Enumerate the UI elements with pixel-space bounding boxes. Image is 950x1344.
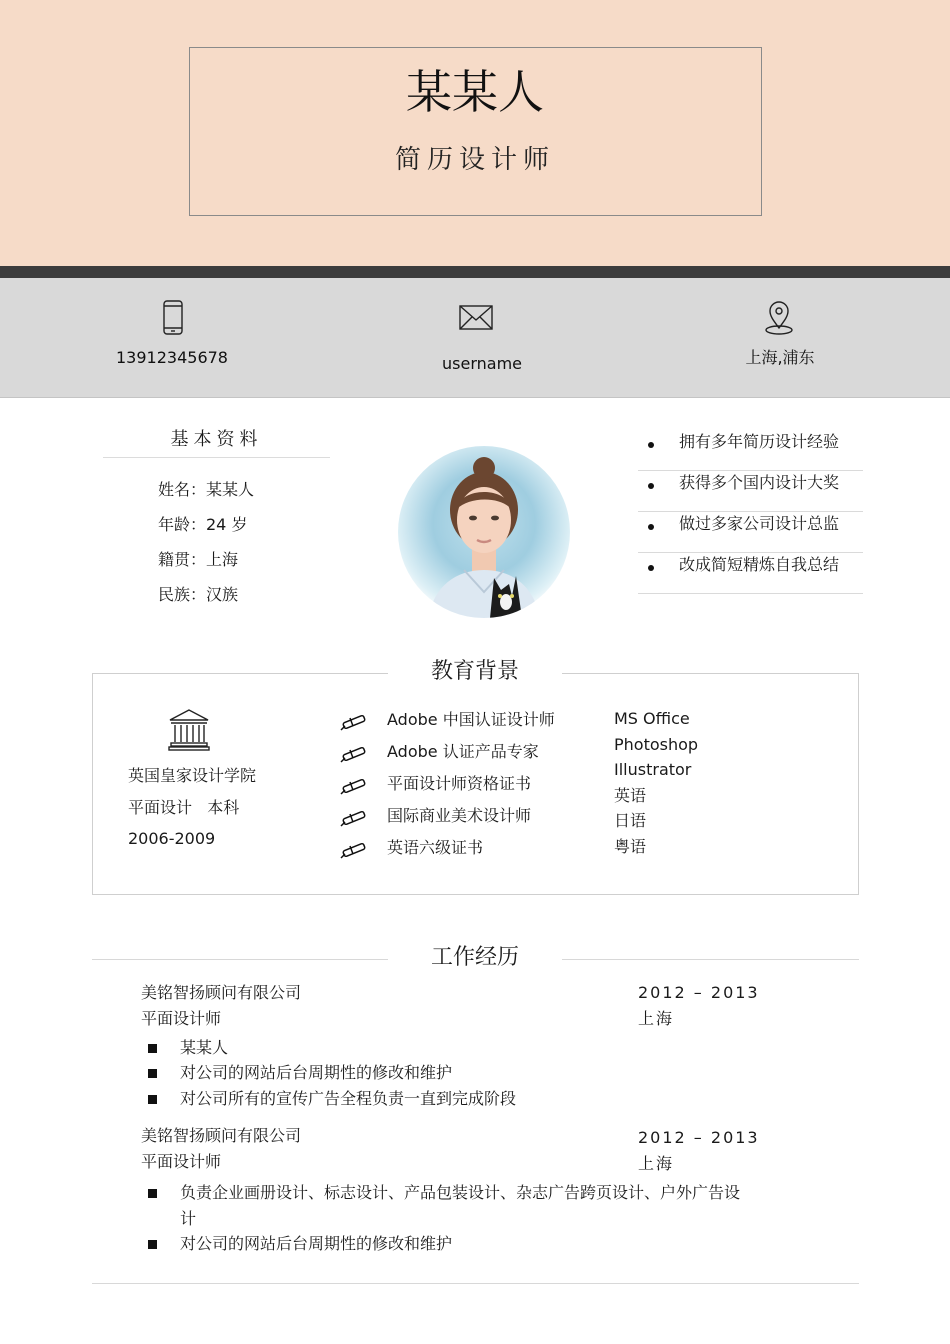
candidate-name: 某某人 [406, 65, 544, 119]
location-text: 上海,浦东 [745, 348, 815, 367]
bullet-square [148, 1069, 157, 1078]
bullet-square [148, 1095, 157, 1104]
job-duty: 对公司的网站后台周期性的修改和维护 [180, 1063, 453, 1082]
education-title: 教育背景 [388, 657, 562, 687]
major-degree: 平面设计 本科 [128, 798, 240, 817]
work-title: 工作经历 [388, 943, 562, 973]
highlight-item: 获得多个国内设计大奖 [638, 471, 863, 512]
job-position: 平面设计师 [141, 1009, 222, 1028]
diploma-icon [340, 712, 368, 732]
job-date: 2012 – 2013 [638, 1128, 760, 1147]
info-hometown: 籍贯：上海 [158, 550, 239, 569]
phone-number: 13912345678 [116, 348, 228, 367]
bullet-square [148, 1044, 157, 1053]
bullet-square [148, 1189, 157, 1198]
info-name: 姓名：某某人 [158, 480, 255, 499]
education-years: 2006-2009 [128, 829, 216, 848]
job-duty: 对公司所有的宣传广告全程负责一直到完成阶段 [180, 1089, 517, 1108]
basic-info-title: 基本资料 [170, 429, 263, 450]
skill-item: Illustrator [614, 760, 692, 779]
skill-item: 日语 [614, 811, 647, 830]
job-company: 美铭智扬顾问有限公司 [141, 1126, 302, 1145]
phone-icon [160, 300, 186, 336]
diploma-icon [340, 840, 368, 860]
skill-item: 英语 [614, 786, 647, 805]
info-ethnicity: 民族：汉族 [158, 585, 239, 604]
info-age: 年龄：24 岁 [158, 515, 248, 534]
diploma-icon [340, 744, 368, 764]
job-location: 上海 [638, 1009, 675, 1028]
mail-icon [458, 304, 494, 332]
highlight-item: 做过多家公司设计总监 [638, 512, 863, 553]
job-company: 美铭智扬顾问有限公司 [141, 983, 302, 1002]
school-name: 英国皇家设计学院 [128, 766, 257, 785]
basic-info-underline [103, 457, 330, 458]
job-title: 简历设计师 [394, 145, 555, 175]
job-position: 平面设计师 [141, 1152, 222, 1171]
university-building-icon [168, 708, 210, 752]
job-location: 上海 [638, 1154, 675, 1173]
skill-item: MS Office [614, 709, 690, 728]
job-duty-continuation: 计 [180, 1209, 197, 1228]
diploma-icon [340, 808, 368, 828]
highlight-item: 拥有多年简历设计经验 [638, 430, 863, 471]
email-username: username [442, 354, 522, 373]
skill-item: Photoshop [614, 735, 699, 754]
location-pin-icon [763, 300, 795, 336]
job-duty: 对公司的网站后台周期性的修改和维护 [180, 1234, 453, 1253]
diploma-icon [340, 776, 368, 796]
profile-photo [398, 446, 570, 618]
skill-item: 粤语 [614, 837, 647, 856]
divider-bar [0, 266, 950, 278]
bottom-divider [92, 1283, 859, 1284]
job-date: 2012 – 2013 [638, 983, 760, 1002]
contact-band [0, 278, 950, 398]
job-duty: 某某人 [180, 1038, 229, 1057]
highlight-item: 改成简短精炼自我总结 [638, 553, 863, 594]
job-duty: 负责企业画册设计、标志设计、产品包装设计、杂志广告跨页设计、户外广告设 [180, 1183, 741, 1202]
bullet-square [148, 1240, 157, 1249]
